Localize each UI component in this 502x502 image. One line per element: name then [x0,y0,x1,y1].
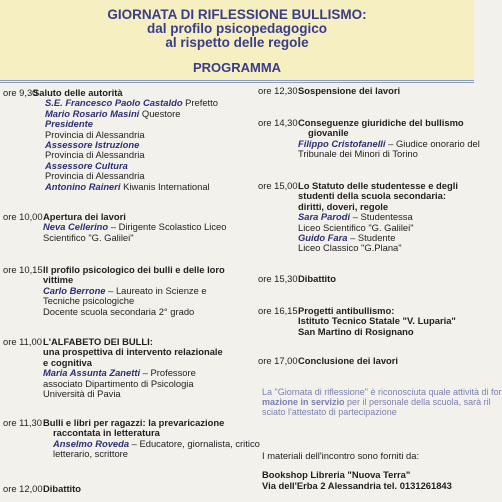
speaker-name: S.E. Francesco Paolo Castaldo [45,97,183,109]
item-time: ore 15,00 [258,180,298,191]
item-title: Dibattito [298,273,337,284]
item-time: ore 16,15 [258,305,298,316]
speaker-name: Maria Assunta Zanetti [43,367,141,379]
item-title: Conseguenze giuridiche del bullismo [298,117,464,128]
speaker-role: – Professore [140,367,196,379]
footer [262,450,452,491]
item-time: ore 11,00 [3,336,42,347]
item-title: Istituto Tecnico Statale "V. Luparia" [298,315,456,327]
speaker-name: Assessore Cultura [45,159,128,171]
item-time: ore 17,00 [258,355,298,366]
item-title: Saluto delle autorità [33,87,123,98]
item-title: e cognitiva [43,356,92,368]
footer-bookshop: Bookshop Libreria "Nuova Terra" [262,469,411,480]
speaker-name: Filippo Cristofanelli [298,137,386,149]
item-title: Apertura dei lavori [43,211,126,222]
speaker-name: Neva Cellerino [43,221,109,233]
speaker-role: – Giudice onorario del [385,137,480,149]
footer-intro: I materiali dell'incontro sono forniti da: [262,450,420,461]
item-time: ore 14,30 [258,117,298,128]
item-title: vittime [43,274,74,286]
speaker-role: – Laureato in Scienze e [105,284,207,296]
speaker-name: Assessore Istruzione [45,139,140,151]
title-line-1: GIORNATA DI RIFLESSIONE BULLISMO: [107,7,367,22]
speaker-role: Docente scuola secondaria 2° grado [43,305,195,317]
speaker-role: letterario, scrittore [53,448,129,460]
item-time: ore 15,30 [258,273,298,284]
speaker-name: Mario Rosario Masini [45,107,140,119]
item-time: ore 10,15 [3,264,43,275]
speaker-role: Prefetto [182,97,218,109]
title-line-2: dal profilo psicopedagogico [146,21,327,36]
speaker-role: Provincia di Alessandria [45,128,145,140]
speaker-role: Questore [139,107,181,119]
recognition-note [262,387,502,418]
speaker-role: Liceo Scientifico "G. Galilei" [298,221,414,233]
speaker-name: Carlo Berrone [43,284,106,296]
header-divider-2 [0,82,474,83]
speaker-role: Kiwanis International [120,180,210,192]
speaker-role: Tribunale dei Minori di Torino [298,148,418,160]
speaker-name: Anselmo Roveda [53,437,130,449]
speaker-role: – Studentessa [350,211,413,223]
speaker-role: Tecniche psicologiche [43,295,135,307]
speaker-role: associato Dipartimento di Psicologia [43,377,194,389]
item-title: Bulli e libri per ragazzi: la prevaricazione [43,417,225,428]
speaker-name: Presidente [45,118,93,130]
item-title: Sospensione dei lavori [298,85,401,96]
speaker-name: Sara Parodi [298,211,351,223]
note-line: per il personale della scuola, sarà ril [344,397,491,408]
speaker-role: – Educatore, giornalista, critico [129,437,260,449]
item-title: L'ALFABETO DEI BULLI: [43,336,153,347]
speaker-role: Scientifico "G. Galilei" [43,231,134,243]
title-line-3: al rispetto delle regole [165,35,309,50]
programma-heading: PROGRAMMA [192,60,282,75]
item-title: Il profilo psicologico dei bulli e delle loro [43,264,225,275]
item-title: San Martino di Rosignano [298,325,414,337]
note-line: sciato l'attestato di partecipazione [262,407,397,418]
note-emphasis: mazione in servizio [262,397,345,408]
item-title: Progetti antibullismo: [298,305,395,316]
item-title: giovanile [308,127,349,139]
speaker-role: Università di Pavia [43,388,121,400]
item-time: ore 12,00 [3,483,43,494]
item-title: Dibattito [43,483,82,494]
item-title: diritti, doveri, regole [298,200,389,212]
note-line: La "Giornata di riflessione" è riconosciuta quale attività di for [262,387,502,397]
speaker-name: Antonino Raineri [45,180,121,192]
item-title: studenti della scuola secondaria: [298,190,446,202]
item-title: Lo Statuto delle studentesse e degli [298,180,458,191]
item-time: ore 9,30 [3,87,38,98]
footer-address: Via dell'Erba 2 Alessandria tel. 0131261843 [262,480,452,491]
speaker-role: Provincia di Alessandria [45,149,145,161]
item-time: ore 12,30 [258,85,298,96]
item-time: ore 10,00 [3,211,43,222]
item-title: Conclusione dei lavori [298,355,399,366]
speaker-role: – Dirigente Scolastico Liceo [108,221,227,233]
item-time: ore 11,30 [3,417,42,428]
header-band [0,0,474,80]
item-title: raccontata in letteratura [53,427,160,439]
item-title: una prospettiva di intervento relazionale [43,346,223,358]
speaker-role: – Studente [347,232,396,244]
speaker-role: Liceo Classico "G.Plana" [298,242,402,254]
speaker-role: Provincia di Alessandria [45,170,145,182]
speaker-name: Guido Fara [298,232,348,244]
header-divider [0,80,474,81]
